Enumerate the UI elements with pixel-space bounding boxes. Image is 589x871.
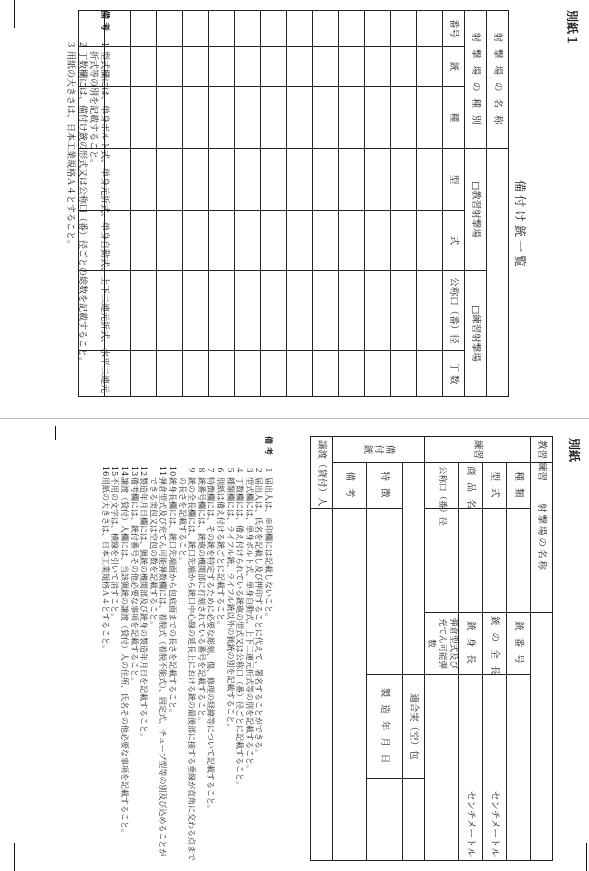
notes-label: 備考	[99, 10, 109, 35]
note-item: ３ 型式欄には、単身ボルト式、単身自動式、上下二連元折式等の別を記載すること。	[244, 466, 254, 773]
range-side-label: 教習 練習	[531, 437, 553, 463]
magazine-value[interactable]	[425, 675, 459, 861]
form-value[interactable]	[483, 509, 507, 613]
note-item: ９ 銃の全長欄には、銃口先端から銃口中心線の延長上における銃の最後部に接する垂線が直角に交わる点までの長さを記載すること。	[177, 466, 197, 861]
table-row	[425, 437, 459, 861]
table-row	[391, 11, 417, 397]
product-name-label: 商 品 名	[459, 463, 483, 509]
page-separator	[0, 418, 589, 419]
col-caliber: 公称口（番）径	[443, 271, 465, 351]
remarks-value[interactable]	[333, 509, 367, 861]
full-length-label: 銃 の 全 長	[483, 613, 507, 675]
form-page-1	[0, 0, 589, 410]
scan-edge-line	[14, 0, 15, 28]
form-label: 型 式	[483, 463, 507, 509]
table-header-row	[443, 11, 465, 397]
table-row	[459, 437, 483, 861]
note-item: 12 製造年月日欄には、猟銃の機関部及び銃身の製造年月日を記載すること。	[139, 466, 149, 741]
table-row	[313, 11, 339, 397]
notes-label: 備考	[264, 436, 274, 458]
note-item: ８ 銃番号欄には、銃砲の機関部に打刻されている番号を記載すること。	[196, 466, 206, 725]
notes-section	[100, 436, 273, 864]
note-item: ２ 届出人は、氏名を記載し及び押印することに代えて、署名することができる。	[254, 466, 264, 757]
note-item: 15 不用の文字は、横線を引いて消すこと。	[110, 466, 120, 621]
notes-section	[64, 10, 109, 396]
note-item: １ 型式欄には、単身ボルト式、単身元折式、単身自動式、上下二連元折式、水平二連元折式等の別を記載すること。	[87, 40, 109, 394]
note-item: １ 届出人は、※印欄には記載しないこと。	[264, 466, 273, 621]
note-item: 10 銃身長欄には、銃口先端面から包底面までの長さを記載すること。	[168, 466, 178, 717]
note-item: 11 弾倉型式及び充てん可能弾数欄には、着脱式（着脱不能式）、固定式、チューブ型等の別及び込めることができる実包又は空包の数を記載すること。	[148, 466, 168, 857]
col-style: 式	[443, 211, 465, 271]
table-row	[507, 437, 531, 861]
table-row-range-name	[487, 11, 509, 397]
note-item: ５ 種類欄には、ライフル銃、ライフル銃以外の猟銃の別を記載すること。	[225, 466, 235, 732]
note-item: ６ 別紙は備え付ける銃ごとに記載すること。	[216, 466, 226, 629]
range-name-label: 射撃場の名称	[531, 463, 553, 613]
form-page-2	[0, 430, 589, 871]
range-type-option-renshuu[interactable]: □練習射撃場	[465, 271, 487, 397]
note-item: 13 備考欄には、銃付番号その他必要な事項を記載すること。	[129, 466, 139, 685]
col-number: 番号	[443, 11, 465, 47]
table-row	[339, 11, 365, 397]
manufacture-date-value[interactable]	[367, 779, 403, 861]
fitting-label: 適合実（空）包	[403, 675, 425, 779]
col-quantity: 丁 数	[443, 351, 465, 397]
table-row	[483, 437, 507, 861]
table-row	[367, 437, 403, 861]
product-name-value[interactable]	[459, 509, 483, 613]
table-row	[403, 437, 425, 861]
table-row	[287, 11, 313, 397]
col-form: 型	[443, 149, 465, 211]
range-type-option-kyoushuu[interactable]: □教習射撃場	[465, 149, 487, 271]
full-length-unit[interactable]: センチメートル	[483, 675, 507, 861]
table-row	[261, 11, 287, 397]
note-item: 14 譲渡（貸付）人欄には、当該猟銃の譲渡（貸付）人の住所、氏名その他必要な事項を記載すること。	[120, 466, 130, 837]
table-row	[333, 437, 367, 861]
feature-value[interactable]	[367, 509, 403, 675]
feature-label: 特 徴	[367, 463, 403, 509]
note-item: 16 用紙の大きさは、日本工業規格Ａ４とすること。	[100, 466, 110, 653]
magazine-label: 弾倉型式及び充てん可能弾数	[425, 613, 459, 675]
serial-label: 銃 番 号	[507, 613, 531, 675]
table-row	[365, 11, 391, 397]
gun-detail-table	[310, 436, 553, 861]
remarks-label: 備 考	[333, 463, 367, 509]
col-kind: 種	[443, 87, 465, 149]
range-type-label: 射 撃 場 の 種 別	[465, 11, 487, 149]
note-item: ４ 丁数欄には、備え付けられている銃砲の型式又は公称口（番）径ごとに記載すること。	[235, 466, 245, 789]
kind-value[interactable]	[507, 509, 531, 613]
serial-value[interactable]	[507, 675, 531, 861]
note-item: ３ 用紙の大きさは、日本工業規格Ａ４とすること。	[65, 40, 76, 250]
manufacture-date-label: 製 造 年 月 日	[367, 675, 403, 779]
side-label-renshuu: 練習	[425, 437, 531, 463]
col-gun: 銃	[443, 47, 465, 87]
page-tag: 別紙１	[565, 10, 579, 47]
range-name-value[interactable]	[531, 613, 553, 861]
table-row	[131, 11, 157, 397]
note-item: ７ 特徴欄には、その銃を特定するために必要な彫刻、傷、修理の経緯等について記載すること。	[206, 466, 216, 813]
table-row	[209, 11, 235, 397]
barrel-length-label: 銃 身 長	[459, 613, 483, 675]
kind-label: 種 類	[507, 463, 531, 509]
fitting-value[interactable]	[403, 779, 425, 861]
caliber-label: 公称口（番）径	[425, 463, 459, 509]
table-row	[417, 11, 443, 397]
page-title: 備付け銃一覧	[513, 180, 527, 271]
table-row	[235, 11, 261, 397]
scan-edge-line	[14, 843, 15, 871]
table-row-range-name	[531, 437, 553, 861]
table-row-range-type	[465, 11, 487, 397]
table-row	[183, 11, 209, 397]
blank-cell[interactable]	[403, 463, 425, 675]
side-label-bitsuke: 備 付 銃	[333, 437, 425, 463]
gun-list-table	[78, 10, 509, 397]
scan-edge-line	[55, 426, 56, 440]
page-tag: 別紙	[567, 438, 581, 463]
table-row	[157, 11, 183, 397]
assignee-label: 譲渡（貸付）人	[311, 437, 333, 509]
scan-edge-line	[586, 843, 587, 871]
range-name-value[interactable]	[487, 149, 509, 397]
table-row	[311, 437, 333, 861]
barrel-length-unit[interactable]: センチメートル	[459, 675, 483, 861]
note-item: ２ 丁数欄には、備付け銃の形式又は公称口（番）径ごとの総数を記載すること。	[76, 40, 87, 367]
assignee-value[interactable]	[311, 509, 333, 861]
range-name-label: 射 撃 場 の 名 称	[487, 11, 509, 149]
